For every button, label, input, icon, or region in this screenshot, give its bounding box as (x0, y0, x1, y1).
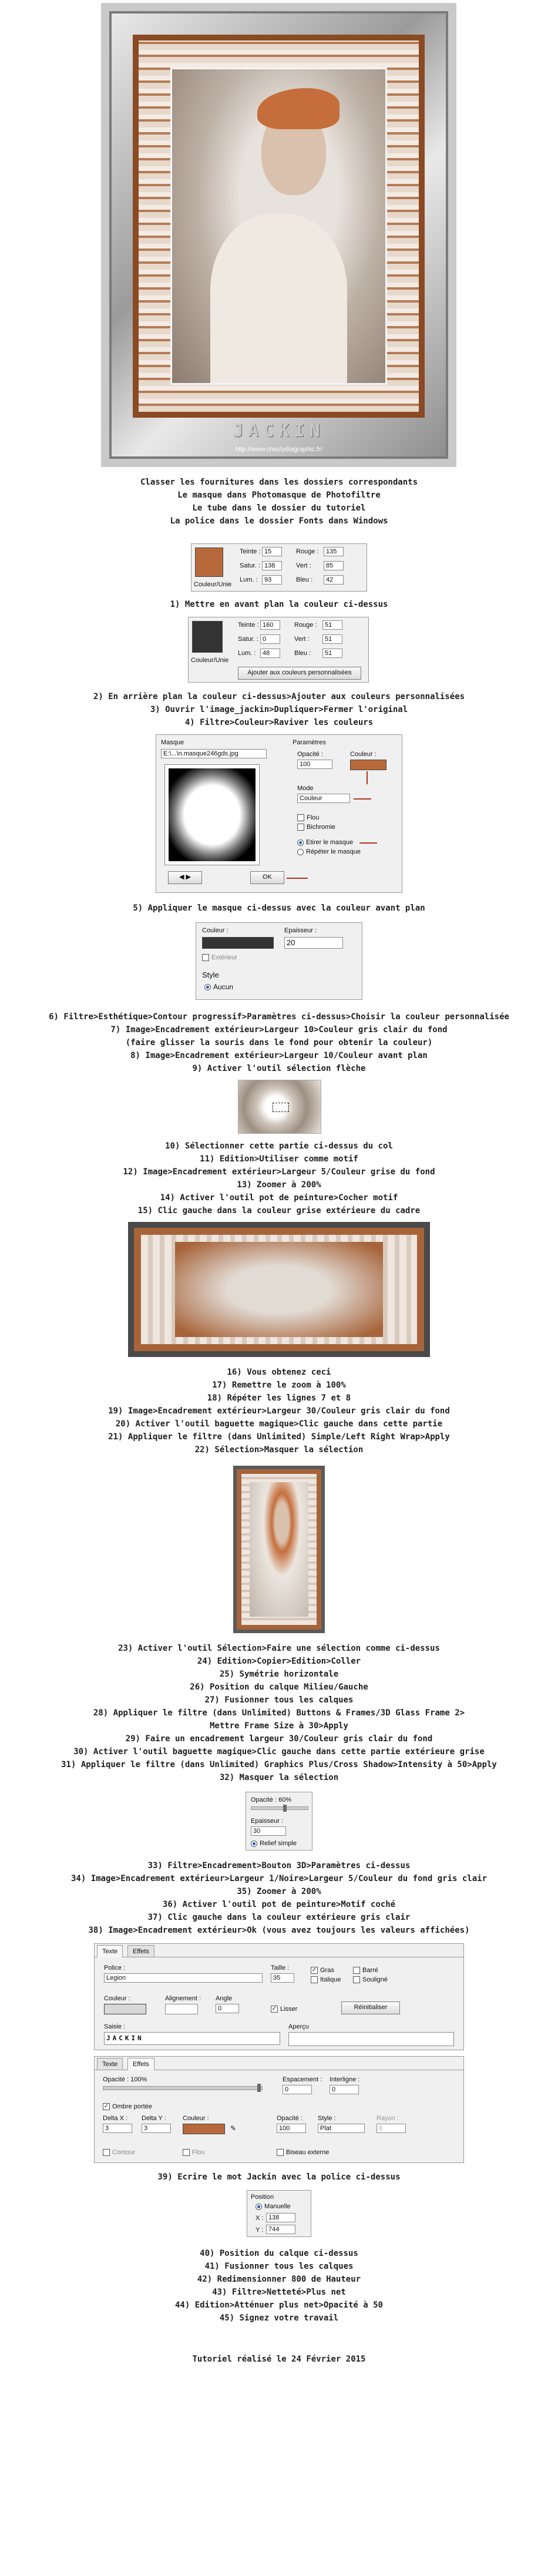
step-line: 23) Activer l'outil Sélection>Faire une sélection comme ci-dessus (118, 1644, 440, 1653)
step-line: 4) Filtre>Couleur>Raviver les couleurs (184, 718, 374, 727)
step-line: 9) Activer l'outil sélection flèche (192, 1064, 366, 1073)
step-line: 12) Image>Encadrement extérieur>Largeur 5/Couleur grise du fond (123, 1167, 435, 1177)
manuelle-label: Manuelle (264, 2203, 291, 2210)
gras-label: Gras (320, 1967, 334, 1974)
mode-label: Mode (297, 785, 314, 792)
satur-field[interactable]: 0 (260, 634, 280, 644)
taille-field[interactable]: 35 (271, 1973, 294, 1983)
mask-preview-image (169, 768, 256, 861)
texte-dialog (94, 1943, 464, 2050)
step-line: 13) Zoomer à 200% (237, 1180, 321, 1190)
opacite-label: Opacité : (297, 751, 324, 758)
police-select[interactable]: Legion (104, 1973, 263, 1983)
step-line: 28) Appliquer le filtre (dans Unlimited) Buttons & Frames/3D Glass Frame 2> (93, 1708, 465, 1718)
step-line: 43) Filtre>Netteté>Plus net (212, 2288, 346, 2297)
epaisseur-field[interactable]: 30 (251, 1826, 286, 1836)
etirer-radio[interactable] (297, 838, 353, 847)
repeter-label: Répéter le masque (306, 848, 361, 855)
step-line: 19) Image>Encadrement extérieur>Largeur 30/Couleur gris clair du fond (108, 1406, 450, 1416)
rouge-field[interactable]: 135 (324, 547, 344, 556)
lisser-label: Lisser (280, 2006, 298, 2013)
color-arrow-indicator (367, 771, 368, 784)
satur-label: Satur. : (238, 636, 258, 643)
mask-ok-button[interactable]: OK (250, 871, 284, 884)
add-custom-color-button[interactable]: Ajouter aux couleurs personnalisées (238, 667, 361, 680)
step-line: 21) Appliquer le filtre (dans Unlimited) Simple/Left Right Wrap>Apply (108, 1432, 450, 1442)
epaisseur-field[interactable]: 20 (284, 937, 343, 949)
couleur-label: Couleur : (350, 751, 377, 758)
couleur-label: Couleur : (183, 2115, 209, 2122)
police-label: Police : (104, 1964, 126, 1972)
result-center (175, 1242, 383, 1337)
bleu-label: Bleu : (296, 576, 313, 583)
apercu-label: Aperçu (288, 2023, 309, 2030)
opacite-label: Opacité : 60% (251, 1796, 292, 1803)
satur-label: Satur. : (240, 562, 260, 569)
footer-date: Tutoriel réalisé le 24 Février 2015 (192, 2355, 366, 2364)
teinte-field[interactable]: 160 (260, 620, 280, 630)
angle-field[interactable]: 0 (216, 2004, 239, 2013)
ok-arrow-indicator (287, 878, 308, 879)
rouge-label: Rouge : (294, 622, 317, 629)
mode-select[interactable]: Couleur (297, 794, 350, 803)
step-line: 16) Vous obtenez ceci (227, 1368, 331, 1377)
epaisseur-label: Epaisseur : (284, 927, 317, 934)
color-swatch[interactable] (195, 548, 223, 577)
rouge-label: Rouge : (296, 548, 319, 555)
opacite-label: Opacité : 100% (103, 2076, 147, 2083)
deltay-label: Delta Y : (142, 2115, 166, 2122)
result-frame-portrait (233, 1466, 325, 1633)
steps-e (0, 1642, 558, 1784)
souligne-checkbox[interactable] (353, 1976, 388, 1984)
step-line: 33) Filtre>Encadrement>Bouton 3D>Paramètres ci-dessus (147, 1861, 411, 1870)
relief-radio[interactable] (251, 1839, 297, 1848)
intro-line: Le tube dans le dossier du tutoriel (192, 503, 366, 513)
tab-texte[interactable]: Texte (97, 2058, 123, 2070)
ombre-label: Ombre portée (112, 2103, 152, 2110)
effets-dialog (94, 2056, 464, 2163)
step-line: 20) Activer l'outil baguette magique>Clic gauche dans cette partie (115, 1419, 443, 1429)
intro-line: Le masque dans Photomasque de Photofiltre (177, 491, 381, 500)
steps-a (0, 690, 558, 729)
step-line: 14) Activer l'outil pot de peinture>Cocher motif (160, 1193, 398, 1203)
slider-thumb[interactable] (257, 2084, 261, 2092)
step-line: 25) Symétrie horizontale (219, 1670, 339, 1679)
contour-label: Contour (112, 2149, 136, 2156)
step-line: (faire glisser la souris dans le fond pour obtenir la couleur) (125, 1038, 433, 1047)
couleur-label: Couleur : (202, 927, 228, 934)
slider-thumb[interactable] (283, 1805, 287, 1812)
step-line: 41) Fusionner tous les calques (204, 2262, 354, 2271)
bouton3d-dialog (246, 1792, 312, 1850)
step-line: 45) Signez votre travail (219, 2313, 339, 2323)
deltay-field[interactable]: 3 (142, 2124, 171, 2133)
step-5: 5) Appliquer le masque ci-dessus avec la couleur avant plan (133, 904, 425, 913)
lisser-checkbox[interactable]: ✓ Lisser (271, 2006, 298, 2013)
step-39: 39) Ecrire le mot Jackin avec la police ci-dessus (157, 2172, 401, 2182)
step-line: 26) Position du calque Milieu/Gauche (190, 1682, 368, 1692)
italique-label: Italique (320, 1976, 341, 1983)
biseau-checkbox[interactable] (277, 2148, 329, 2157)
vert-field[interactable]: 51 (322, 634, 342, 644)
step-line: 17) Remettre le zoom à 100% (212, 1381, 346, 1390)
step-line: 30) Activer l'outil baguette magique>Clic gauche dans cette partie extérieure grise (73, 1747, 485, 1756)
opacite-field[interactable]: 100 (297, 760, 332, 769)
vert-label: Vert : (296, 562, 311, 569)
mask-color-swatch[interactable] (350, 760, 386, 770)
interligne-label: Interligne : (330, 2076, 360, 2083)
steps-d (0, 1366, 558, 1456)
alignment-grid[interactable] (165, 2004, 198, 2014)
espacement-field[interactable]: 0 (283, 2085, 312, 2094)
rayon-field[interactable]: 0 (377, 2124, 406, 2133)
deltax-label: Delta X : (103, 2115, 128, 2122)
color-type-label: Couleur/Unie (191, 657, 229, 664)
mode-arrow-indicator (354, 798, 371, 800)
intro-line: La police dans le dossier Fonts dans Windows (170, 516, 388, 526)
epaisseur-label: Epaisseur : (251, 1818, 284, 1825)
portrait-body (210, 214, 347, 383)
effets-tabbar (95, 2057, 463, 2070)
flou-checkbox[interactable] (183, 2148, 204, 2157)
vert-label: Vert : (294, 636, 310, 643)
color-type-label: Couleur/Unie (194, 581, 232, 588)
color-swatch[interactable] (192, 621, 223, 653)
ombre-checkbox[interactable]: ✓ Ombre portée (103, 2103, 152, 2110)
step-line: 2) En arrière plan la couleur ci-dessus>Ajouter aux couleurs personnalisées (93, 692, 465, 701)
hero-url: http://www.chezlydiagraphic.fr/ (235, 446, 322, 453)
hero-title: JACKIN (233, 421, 325, 441)
collar-crop-image (238, 1080, 321, 1134)
etirer-label: Etirer le masque (306, 839, 354, 846)
gras-checkbox[interactable]: ✓ Gras (311, 1967, 334, 1974)
step-line: 44) Edition>Atténuer plus net>Opacité à 50 (174, 2300, 383, 2310)
saisie-input[interactable]: JACKIN (104, 2032, 280, 2045)
mask-file-select[interactable]: E:\...\n.masque246gds.jpg (161, 749, 267, 758)
lum-label: Lum. : (238, 650, 256, 657)
step-line: 10) Sélectionner cette partie ci-dessus du col (165, 1141, 393, 1151)
taille-label: Taille : (271, 1964, 290, 1972)
aucun-label: Aucun (213, 983, 234, 991)
hero-portrait (170, 68, 387, 385)
angle-label: Angle (216, 1995, 233, 2002)
steps-c (0, 1140, 558, 1217)
step-line: 7) Image>Encadrement extérieur>Largeur 10>Couleur gris clair du fond (110, 1025, 448, 1035)
exterieur-label: Extérieur (211, 954, 238, 961)
vert-field[interactable]: 85 (324, 561, 344, 570)
exterieur-checkbox[interactable] (202, 953, 237, 962)
step-line: 29) Faire un encadrement largeur 30/Couleur gris clair du fond (125, 1734, 433, 1744)
etirer-arrow-indicator (359, 842, 377, 844)
interligne-field[interactable]: 0 (330, 2085, 359, 2094)
teinte-field[interactable]: 15 (262, 547, 282, 556)
bleu-label: Bleu : (294, 650, 311, 657)
step-1: 1) Mettre en avant plan la couleur ci-dessus (170, 600, 388, 609)
manuelle-radio[interactable] (256, 2202, 291, 2211)
barre-checkbox[interactable] (353, 1966, 378, 1974)
mask-nav-button[interactable]: ◀ ▶ (168, 871, 202, 884)
opacite-slider[interactable] (251, 1806, 308, 1810)
portrait-center (250, 1482, 308, 1617)
step-line: 15) Clic gauche dans la couleur grise extérieure du cadre (137, 1206, 421, 1215)
color-panel-1 (191, 543, 367, 592)
step-line: 11) Edition>Utiliser comme motif (200, 1154, 358, 1164)
espacement-label: Espacement : (283, 2076, 322, 2083)
repeter-radio[interactable] (297, 848, 361, 856)
position-dialog (247, 2190, 311, 2237)
text-color-swatch[interactable] (104, 2004, 146, 2014)
intro-line: Classer les fournitures dans les dossiers correspondants (140, 478, 418, 487)
texte-tabbar (95, 1944, 463, 1957)
steps-g (0, 2247, 558, 2325)
apercu-preview (288, 2032, 454, 2046)
relief-label: Relief simple (260, 1840, 297, 1847)
portrait-hair (257, 88, 339, 129)
alignement-label: Alignement : (165, 1995, 201, 2002)
style-label: Style : (318, 2115, 336, 2122)
color-panel-2 (188, 617, 369, 683)
x-field[interactable]: 138 (266, 2213, 295, 2222)
step-line: 34) Image>Encadrement extérieur>Largeur 1/Noire>Largeur 5/Couleur du fond gris clair (70, 1874, 487, 1883)
contour-checkbox[interactable] (103, 2148, 135, 2157)
reset-button[interactable]: Réinitialiser (341, 2001, 400, 2014)
aucun-radio[interactable] (204, 983, 233, 991)
step-line: 37) Clic gauche dans la couleur extérieure gris clair (147, 1913, 411, 1922)
step-line: 8) Image>Encadrement extérieur>Largeur 10/Couleur avant plan (130, 1051, 428, 1060)
barre-label: Barré (362, 1967, 378, 1974)
style-label: Style (202, 970, 219, 979)
step-line: 27) Fusionner tous les calques (204, 1695, 354, 1705)
steps-b (0, 1010, 558, 1075)
tab-effets[interactable]: Effets (127, 1945, 154, 1957)
bichromie-checkbox[interactable] (297, 823, 335, 831)
saisie-label: Saisie : (104, 2023, 126, 2030)
bleu-field[interactable]: 42 (324, 575, 344, 585)
rouge-field[interactable]: 51 (322, 620, 342, 630)
flou-label: Flou (192, 2149, 205, 2156)
mask-dialog (156, 734, 402, 893)
selection-marquee (273, 1103, 289, 1112)
mask-group-label: Masque (161, 739, 184, 746)
style-select[interactable]: Plat (318, 2124, 365, 2133)
lum-field[interactable]: 48 (260, 649, 280, 658)
x-label: X : (256, 2215, 264, 2222)
teinte-label: Teinte : (240, 548, 261, 555)
opacite2-field[interactable]: 100 (277, 2124, 306, 2133)
shadow-color-swatch[interactable] (183, 2124, 225, 2134)
hero-inner-frame (133, 35, 425, 418)
step-line: 40) Position du calque ci-dessus (200, 2249, 358, 2258)
y-label: Y : (256, 2226, 264, 2234)
params-label: Paramètres (293, 739, 326, 746)
steps-f (0, 1859, 558, 1937)
position-label: Position (251, 2194, 274, 2201)
step-line: 24) Edition>Copier>Edition>Coller (197, 1657, 361, 1666)
flou-label: Flou (307, 814, 320, 821)
step-line: 3) Ouvrir l'image_jackin>Dupliquer>Fermer l'original (150, 705, 408, 714)
tab-effets[interactable]: Effets (127, 2058, 154, 2070)
bichromie-label: Bichromie (307, 824, 335, 831)
step-line: Mettre Frame Size à 30>Apply (209, 1721, 348, 1731)
rayon-label: Rayon : (377, 2115, 399, 2122)
hero-frame (101, 3, 456, 467)
step-line: 32) Masquer la sélection (219, 1773, 339, 1782)
lum-field[interactable]: 93 (262, 575, 282, 585)
opacite-slider[interactable] (103, 2086, 263, 2090)
intro-block (0, 476, 558, 528)
flou-checkbox[interactable] (297, 814, 319, 822)
result-frame-wide (128, 1222, 430, 1357)
souligne-label: Souligné (362, 1976, 388, 1983)
step-line: 18) Répéter les lignes 7 et 8 (207, 1393, 351, 1403)
step-line: 6) Filtre>Esthétique>Contour progressif>Paramètres ci-dessus>Choisir la couleur personnalisée (49, 1012, 509, 1022)
step-line: 38) Image>Encadrement extérieur>Ok (vous avez toujours les valeurs affichées) (88, 1926, 470, 1935)
step-line: 36) Activer l'outil pot de peinture>Motif coché (162, 1900, 396, 1909)
y-field[interactable]: 744 (266, 2225, 295, 2234)
step-line: 31) Appliquer le filtre (dans Unlimited) Graphics Plus/Cross Shadow>Intensity à 50>Apply (61, 1760, 497, 1769)
contour-color-swatch[interactable] (202, 937, 274, 949)
eyedropper-icon[interactable]: ✎ (230, 2124, 237, 2132)
couleur-label: Couleur : (104, 1995, 130, 2002)
bleu-field[interactable]: 51 (322, 649, 342, 658)
teinte-label: Teinte : (238, 622, 259, 629)
lum-label: Lum. : (240, 576, 258, 583)
deltax-field[interactable]: 3 (103, 2124, 132, 2133)
step-line: 22) Sélection>Masquer la sélection (194, 1445, 364, 1455)
mask-preview (164, 764, 260, 865)
satur-field[interactable]: 138 (262, 561, 282, 570)
opacite2-label: Opacité : (277, 2115, 303, 2122)
tab-texte[interactable]: Texte (97, 1945, 123, 1957)
biseau-label: Biseau externe (286, 2149, 330, 2156)
italique-checkbox[interactable] (311, 1976, 341, 1984)
step-line: 35) Zoomer à 200% (237, 1887, 321, 1896)
contour-dialog (196, 922, 362, 1000)
step-line: 42) Redimensionner 800 de Hauteur (197, 2275, 361, 2284)
